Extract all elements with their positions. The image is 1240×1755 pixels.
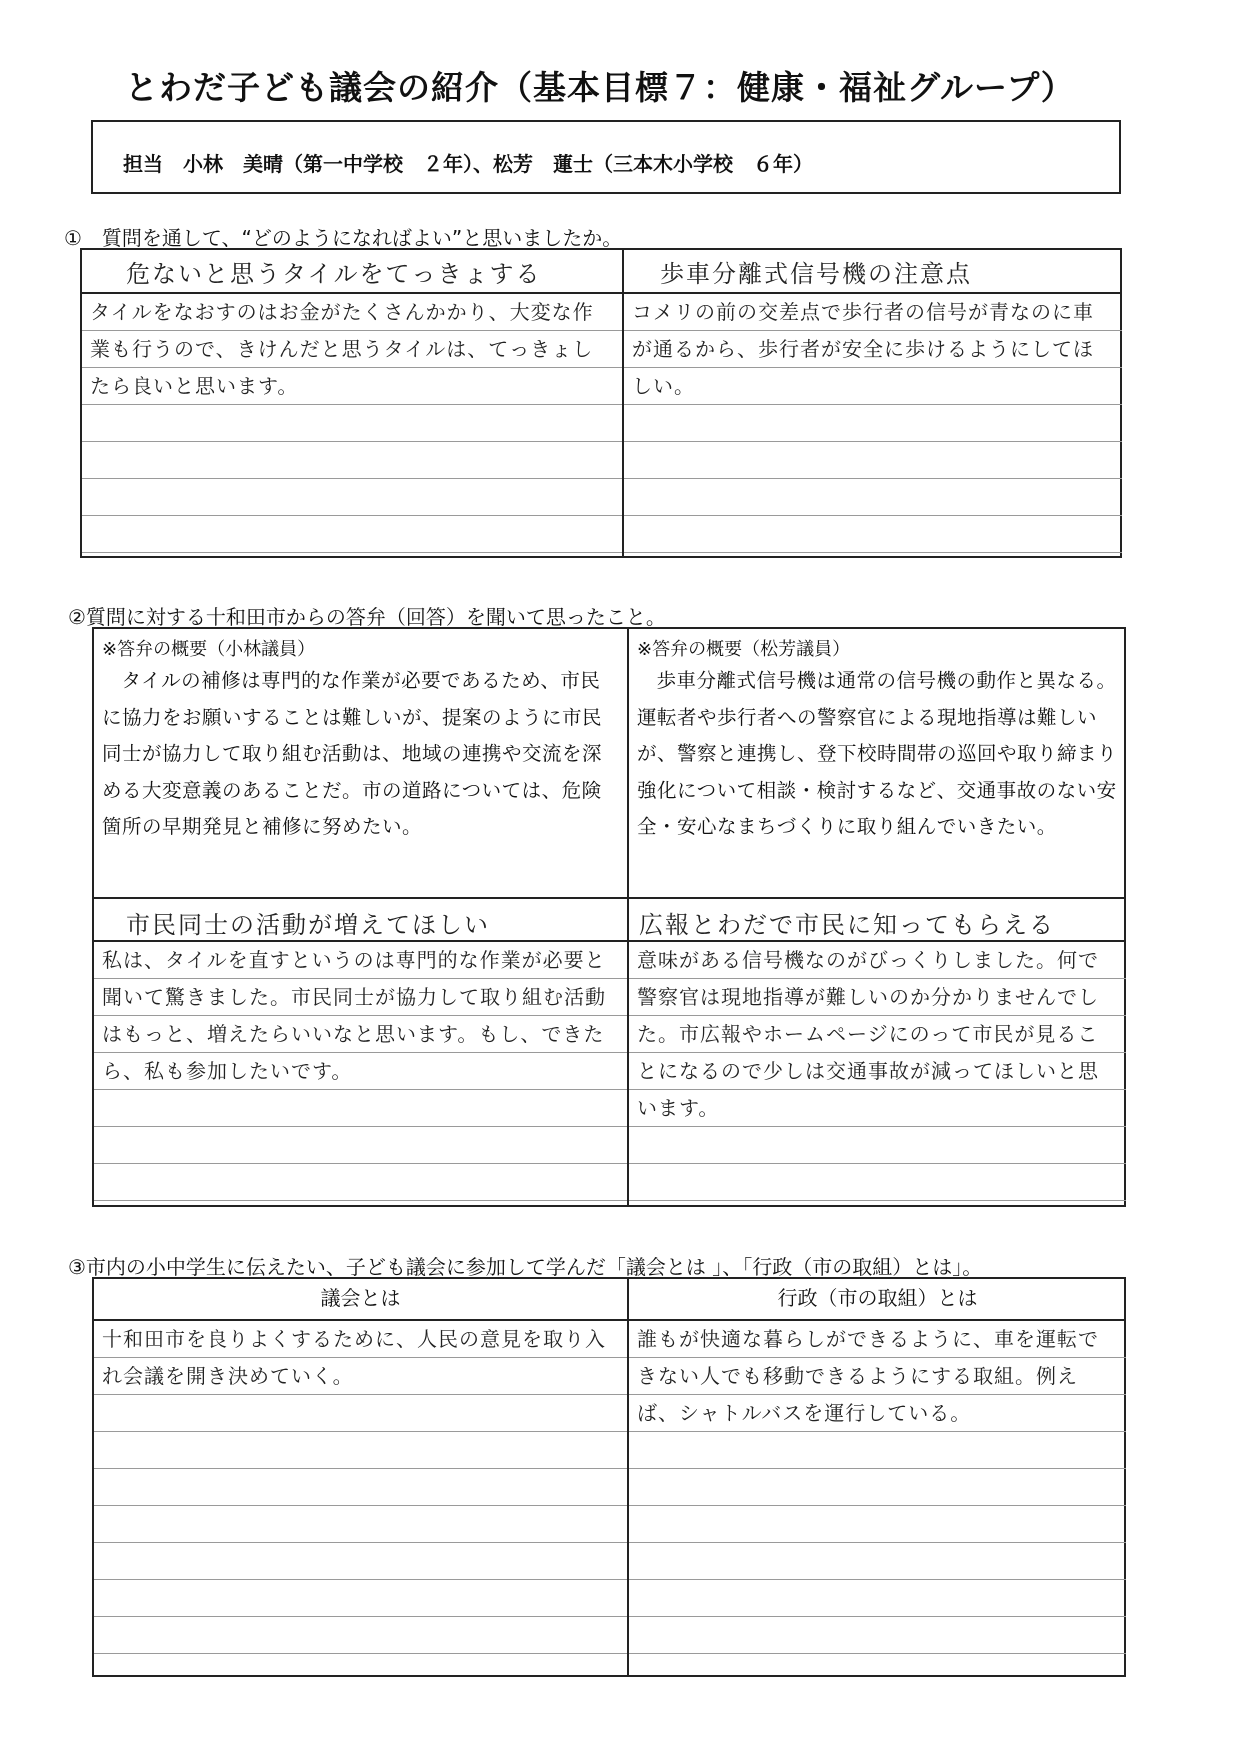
q2-left-summary-label: ※答弁の概要（小林議員）	[102, 639, 316, 660]
q2-right-answer: 意味がある信号機なのがびっくりしました。何で警察官は現地指導が難しいのか分かりませんでした。市広報やホームページにのって市民が見ることになるので少しは交通事故が減ってほしいと思います。	[629, 942, 1126, 1205]
q1-table	[80, 248, 1122, 558]
q2-right-topic-cell	[629, 899, 1126, 940]
q1-heading: ① 質問を通して、“どのようになればよい”と思いましたか。	[64, 226, 623, 250]
q2-heading: ②質問に対する十和田市からの答弁（回答）を聞いて思ったこと。	[68, 605, 666, 629]
q3-table	[92, 1277, 1126, 1677]
q2-right-summary-label: ※答弁の概要（松芳議員）	[637, 639, 851, 660]
q2-left-summary-cell	[94, 629, 627, 897]
q1-left-answer: タイルをなおすのはお金がたくさんかかり、大変な作業も行うので、きけんだと思うタイルは、てっきょしたら良いと思います。	[82, 294, 622, 556]
staff-box	[91, 120, 1121, 194]
q1-right-topic-cell	[624, 250, 1122, 292]
q2-left-topic: 市民同士の活動が増えてほしい	[126, 911, 490, 939]
q2-right-summary-cell	[629, 629, 1126, 897]
q1-right-topic: 歩車分離式信号機の注意点	[660, 260, 972, 288]
q3-left-column-header: 議会とは	[320, 1286, 401, 1310]
q2-left-summary: タイルの補修は専門的な作業が必要であるため、市民に協力をお願いすることは難しいが、提案のように市民同士が協力して取り組む活動は、地域の連携や交流を深める大変意義のあることだ。市の道路については、危険箇所の早期発見と補修に努めたい。	[102, 669, 603, 838]
staff-line: 担当 小林 美晴（第一中学校 ２年）、松芳 蓮士（三本木小学校 ６年）	[123, 152, 813, 176]
q2-left-answer: 私は、タイルを直すというのは専門的な作業が必要と聞いて驚きました。市民同士が協力して取り組む活動はもっと、増えたらいいなと思います。もし、できたら、私も参加したいです。	[94, 942, 627, 1205]
q3-left-answer: 十和田市を良りよくするために、人民の意見を取り入れ会議を開き決めていく。	[94, 1321, 627, 1675]
q2-right-summary: 歩車分離式信号機は通常の信号機の動作と異なる。運転者や歩行者への警察官による現地指導は難しいが、警察と連携し、登下校時間帯の巡回や取り締まり強化について相談・検討するなど、交通事故のない安全・安心なまちづくりに取り組んでいきたい。	[637, 669, 1118, 838]
page-title: とわだ子ども議会の紹介（基本目標７：健康・福祉グループ）	[125, 68, 1075, 107]
q3-right-column-header: 行政（市の取組）とは	[777, 1286, 978, 1310]
q1-left-topic-cell	[82, 250, 622, 292]
q1-right-answer: コメリの前の交差点で歩行者の信号が青なのに車が通るから、歩行者が安全に歩けるようにしてほしい。	[624, 294, 1122, 556]
q2-table	[92, 627, 1126, 1207]
q2-right-topic: 広報とわだで市民に知ってもらえる	[639, 911, 1055, 939]
q3-right-answer: 誰もが快適な暮らしができるように、車を運転できない人でも移動できるようにする取組。例えば、シャトルバスを運行している。	[629, 1321, 1126, 1675]
q1-left-topic: 危ないと思うタイルをてっきょする	[126, 260, 542, 288]
q2-left-topic-cell	[94, 899, 627, 940]
q3-heading: ③市内の小中学生に伝えたい、子ども議会に参加して学んだ「議会とは 」、「行政（市の取組）とは」。	[68, 1255, 983, 1279]
